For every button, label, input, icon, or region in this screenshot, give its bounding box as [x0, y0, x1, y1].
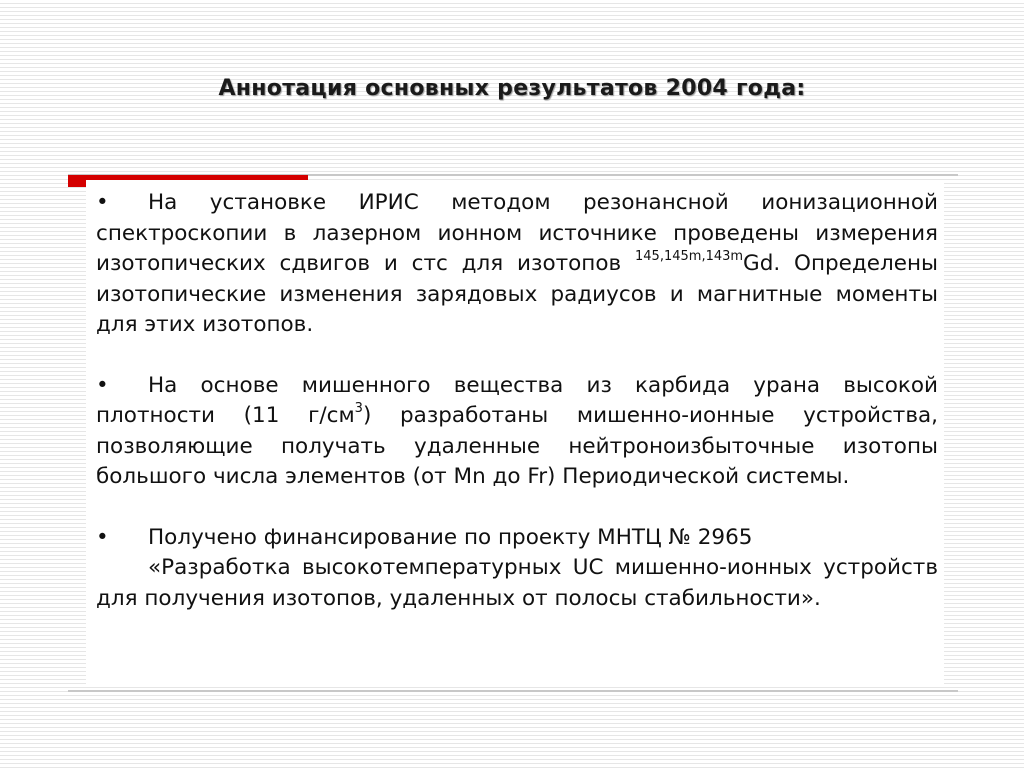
bullet-3-line-2: «Разработка высокотемпературных UC мишенно-ионных устройств для получения изотопов, удаленных от полосы стабильности». — [96, 555, 938, 611]
bullet-list — [96, 188, 938, 614]
bullet-2-text-b: ) разработаны мишенно-ионные устройства, позволяющие получать удаленные нейтроноизбыточные изотопы большого числа элементов (от Mn до Fr) Периодической системы. — [96, 403, 938, 489]
divider-bottom — [68, 690, 958, 692]
slide-title: Аннотация основных результатов 2004 года: — [218, 76, 806, 101]
bullet-2-text-a: На основе мишенного вещества из карбида урана высокой плотности (11 г/см — [96, 372, 938, 428]
bullet-item-1 — [96, 188, 938, 341]
bullet-1-superscript: 145,145m,143m — [635, 248, 744, 264]
bullet-item-3 — [96, 523, 938, 615]
bullet-marker: • — [96, 524, 109, 550]
bullet-3-line-1: Получено финансирование по проекту МНТЦ № 2965 — [148, 524, 753, 550]
bullet-marker: • — [96, 372, 109, 398]
bullet-item-2 — [96, 371, 938, 493]
bullet-2-superscript: 3 — [354, 400, 363, 416]
bullet-1-text-b: Gd. Определены изотопические изменения зарядовых радиусов и магнитные моменты для этих изотопов. — [96, 251, 938, 337]
bullet-marker: • — [96, 190, 109, 215]
bullet-1-text-a: На установке ИРИС методом резонансной ионизационной спектроскопии в лазерном ионном источнике проведены измерения изотопических сдвигов и стс для изотопов — [96, 190, 938, 276]
